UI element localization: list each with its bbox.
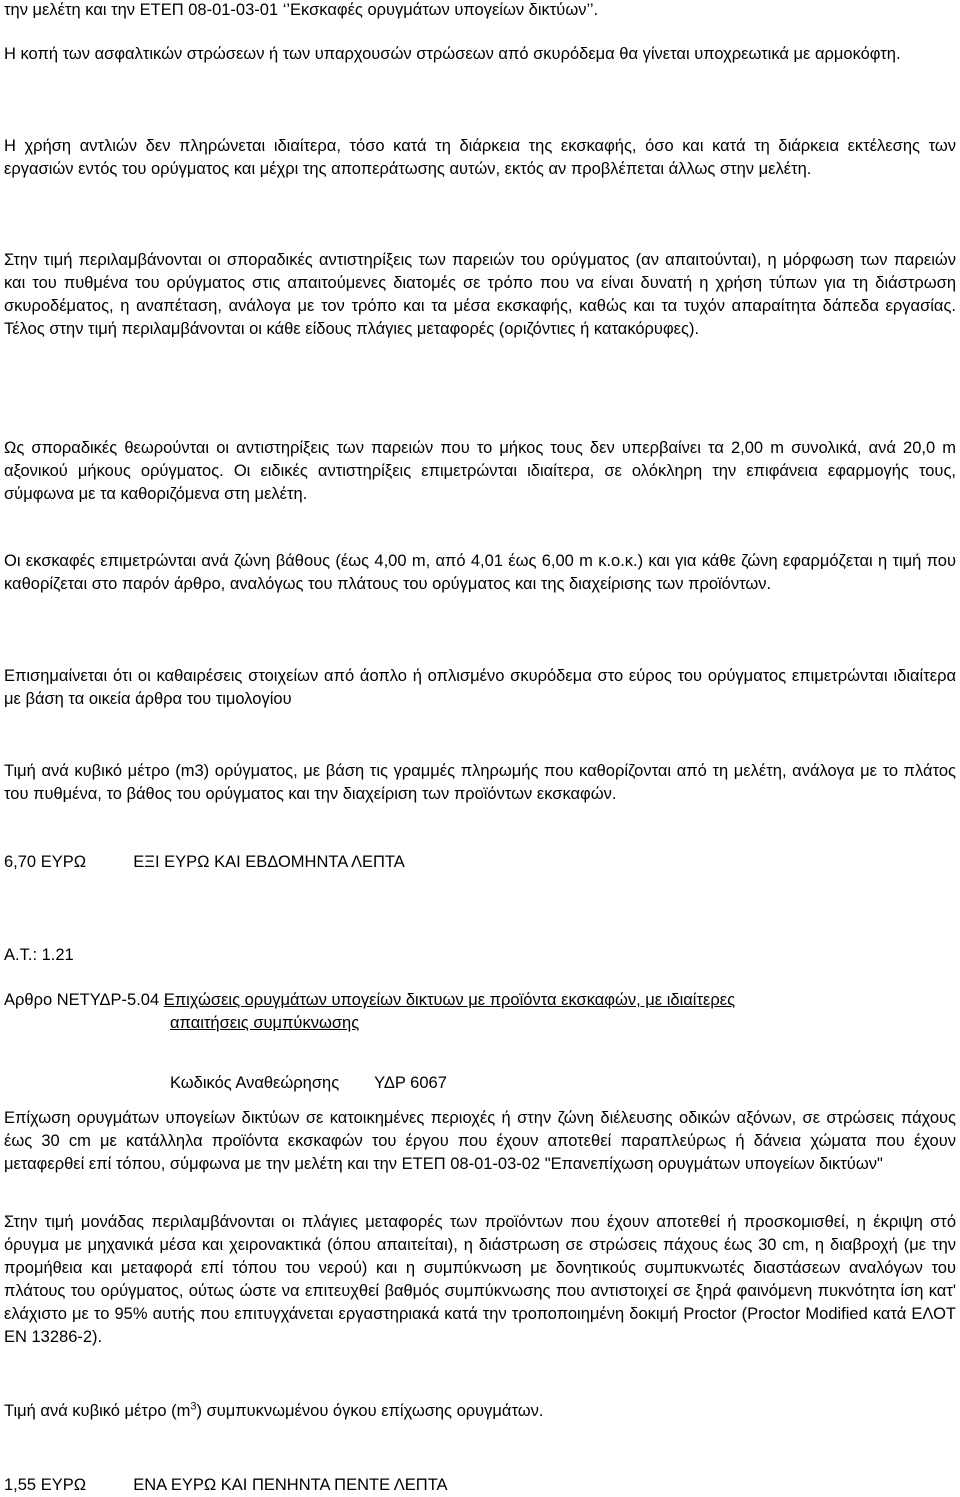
paragraph-measurement-depth-zones: Οι εκσκαφές επιμετρώνται ανά ζώνη βάθους (έως 4,00 m, από 4,01 έως 6,00 m κ.ο.κ.) και για κάθε ζώνη εφαρμόζεται η τιμή που καθορίζεται στο παρόν άρθρο, αναλόγως του πλάτους του ορύγματος και της διαχείρισης των προϊόντων. (4, 552, 956, 593)
price-amount-2: 1,55 ΕΥΡΩ (4, 1476, 87, 1494)
paragraph-asphalt-cutting: Η κοπή των ασφαλτικών στρώσεων ή των υπαρχουσών στρώσεων από σκυρόδεμα θα γίνεται υποχρεωτικά με αρμοκόφτη. (4, 45, 901, 63)
revision-code-row (170, 1072, 447, 1095)
paragraph-price-includes-shoring: Στην τιμή περιλαμβάνονται οι σποραδικές αντιστηρίξεις των παρειών του ορύγματος (αν απαιτούνται), η μόρφωση των παρειών και του πυθμένα του ορύγματος στις απαιτούμενες διατομές σε τρόπο που να είναι δυνατή η χρήση τύπων για τη διάστρωση σκυροδέματος, η αναπέταση, ανάλογα με τον τρόπο και τα μέσα εκσκαφής, καθώς και τα τυχόν απαραίτητα δάπεδα εργασίας. Τέλος στην τιμή περιλαμβάνονται οι κάθε είδους πλάγιες μεταφορές (οριζόντιες ή κατακόρυφες). (4, 251, 956, 338)
article-title-line-2: απαιτήσεις συμπύκνωσης (170, 1014, 360, 1032)
article-title-line-1: Επιχώσεις ορυγμάτων υπογείων δικτυων με προϊόντα εκσκαφών, με ιδιαίτερες (163, 991, 736, 1009)
superscript-three: 3 (190, 1400, 197, 1413)
price-in-words: ΕΞΙ ΕΥΡΩ ΚΑΙ ΕΒΔΟΜΗΝΤΑ ΛΕΠΤΑ (133, 853, 405, 871)
paragraph-unit-price-backfill (4, 1400, 956, 1423)
article-number: Α.Τ.: 1.21 (4, 946, 74, 964)
article-heading (4, 989, 735, 1012)
paragraph-unit-price-includes: Στην τιμή μονάδας περιλαμβάνονται οι πλάγιες μεταφορές των προϊόντων που έχουν αποτεθεί ή προσκομισθεί, η έκριψη στό όρυγμα με μηχανικά μέσα και χειρονακτικά (όπου απαιτείται), η διάστρωση σε στρώσεις πάχους έως 30 cm, η διαβροχή (με την προμήθεια και μεταφορά επί τόπου του νερού) και η συμπύκνωση με δονητικούς συμπυκνωτές διαστάσεων αναλόγων του πλάτους του ορύγματος, ούτως ώστε να επιτευχθεί βαθμός συμπύκνωσης που αντιστοιχεί σε ξηρά φαινόμενη πυκνότητα ίση κατ' ελάχιστο με το 95% αυτής που επιτυγχάνεται εργαστηριακά κατά την τροποποιημένη δοκιμή Proctor (Proctor Modified κατά ΕΛΟΤ ΕΝ 13286-2). (4, 1213, 956, 1346)
unit-price-text-a: Τιμή ανά κυβικό μέτρο (m (4, 1402, 191, 1420)
revision-code: ΥΔΡ 6067 (374, 1074, 447, 1092)
price-in-words-2: ΕΝΑ ΕΥΡΩ ΚΑΙ ΠΕΝΗΝΤΑ ΠΕΝΤΕ ΛΕΠΤΑ (133, 1476, 448, 1494)
paragraph-pumps: Η χρήση αντλιών δεν πληρώνεται ιδιαίτερα, τόσο κατά τη διάρκεια της εκσκαφής, όσο και κατά τη διάρκεια εκτέλεσης των εργασιών εντός του ορύγματος και μέχρι της αποπεράτωσης αυτών, εκτός αν προβλέπεται άλλως στην μελέτη. (4, 137, 956, 178)
unit-price-text-b: ) συμπυκνωμένου όγκου επίχωσης ορυγμάτων. (196, 1402, 544, 1420)
price-row-1 (4, 851, 405, 874)
article-code: Αρθρο ΝΕΤΥΔΡ-5.04 (4, 991, 160, 1009)
paragraph-etep-reference: την μελέτη και την ΕΤΕΠ 08-01-03-01 ‘’Εκσκαφές ορυγμάτων υπογείων δικτύων’’. (4, 1, 599, 19)
price-amount: 6,70 ΕΥΡΩ (4, 853, 87, 871)
revision-label: Κωδικός Αναθεώρησης (170, 1074, 340, 1092)
price-row-2 (4, 1474, 448, 1497)
paragraph-backfill-description: Επίχωση ορυγμάτων υπογείων δικτύων σε κατοικημένες περιοχές ή στην ζώνη διέλευσης οδικών αξόνων, σε στρώσεις πάχους έως 30 cm με κατάλληλα προϊόντα εκσκαφών του έργου που έχουν αποτεθεί παραπλεύρως ή δάνεια χώματα που έχουν μεταφερθεί επί τόπου, σύμφωνα με την μελέτη και την ΕΤΕΠ 08-01-03-02 "Επανεπίχωση ορυγμάτων υπογείων δικτύων" (4, 1109, 956, 1173)
paragraph-demolition-concrete: Επισημαίνεται ότι οι καθαιρέσεις στοιχείων από άοπλο ή οπλισμένο σκυρόδεμα στο εύρος του ορύγματος επιμετρώνται ιδιαίτερα με βάση τα οικεία άρθρα του τιμολογίου (4, 667, 956, 708)
paragraph-unit-price-trench: Τιμή ανά κυβικό μέτρο (m3) ορύγματος, με βάση τις γραμμές πληρωμής που καθορίζονται από τη μελέτη, ανάλογα με το πλάτος του πυθμένα, το βάθος του ορύγματος και την διαχείριση των προϊόντων εκσκαφών. (4, 762, 956, 803)
paragraph-sporadic-shoring: Ως σποραδικές θεωρούνται οι αντιστηρίξεις των παρειών που το μήκος τους δεν υπερβαίνει τα 2,00 m συνολικά, ανά 20,0 m αξονικού μήκους ορύγματος. Οι ειδικές αντιστηρίξεις επιμετρώνται ιδιαίτερα, σε ολόκληρη την επιφάνεια εφαρμογής τους, σύμφωνα με τα καθοριζόμενα στη μελέτη. (4, 439, 956, 503)
